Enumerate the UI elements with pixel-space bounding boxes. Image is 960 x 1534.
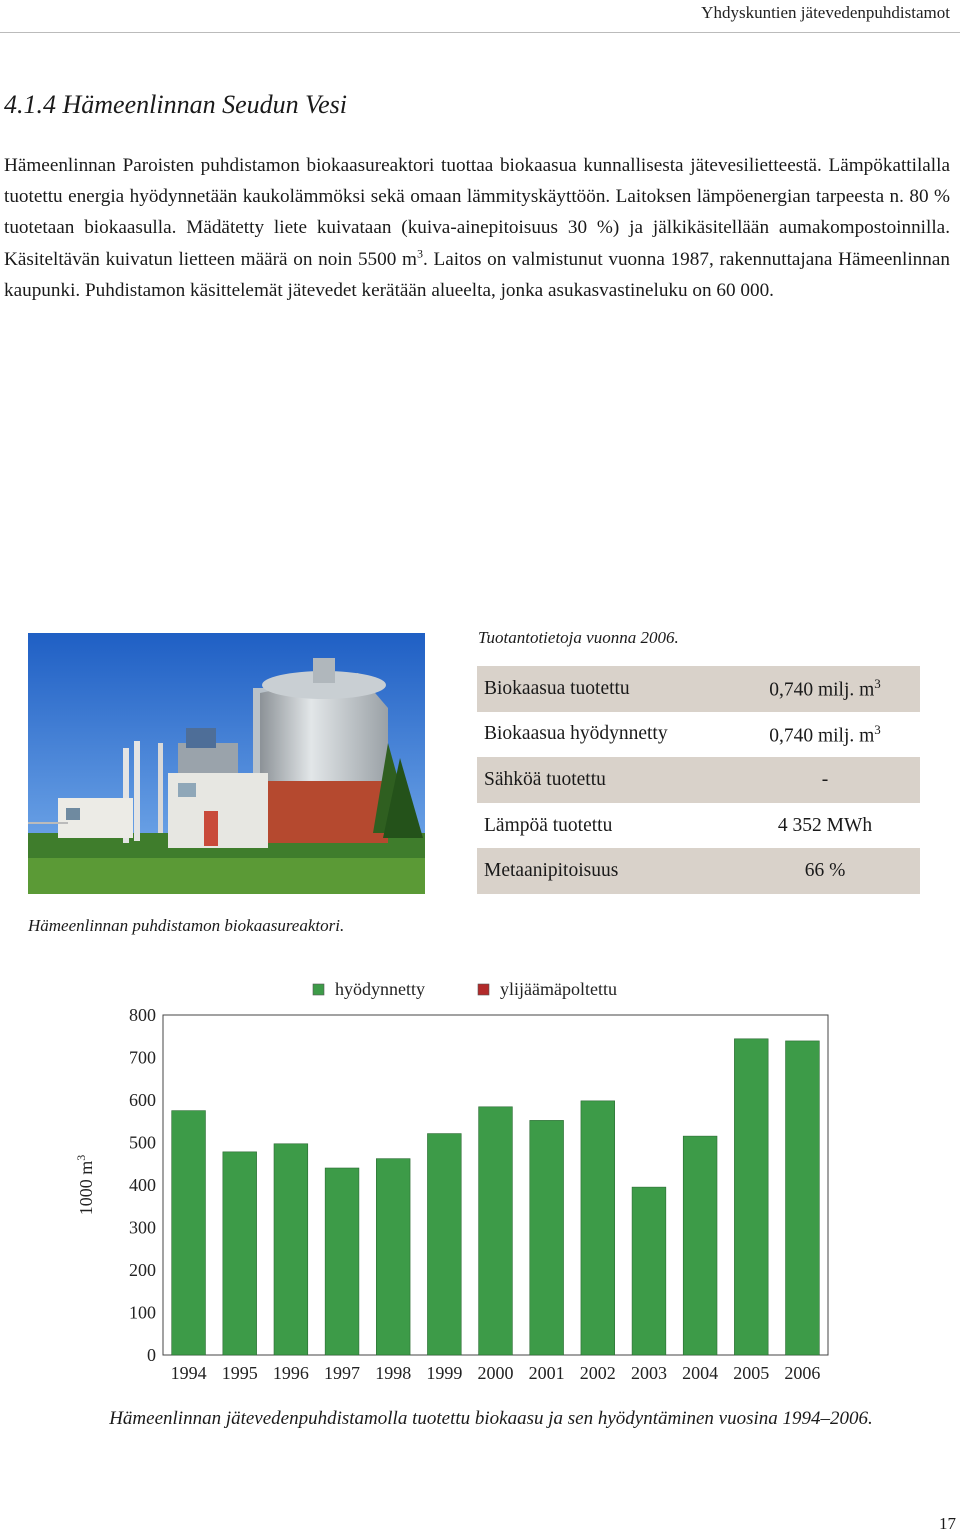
page-number: 17	[939, 1514, 956, 1533]
row-label: Biokaasua hyödynnetty	[484, 723, 668, 745]
row-label: Metaanipitoisuus	[477, 848, 750, 894]
x-tick-label: 1994	[170, 1363, 207, 1383]
bar-1994	[172, 1111, 206, 1355]
x-tick-label: 2003	[630, 1363, 667, 1383]
row-label: Biokaasua tuotettu	[477, 666, 750, 712]
y-tick-label: 200	[129, 1260, 156, 1280]
section-title: 4.1.4 Hämeenlinnan Seudun Vesi	[4, 90, 348, 119]
row-value: 0,740 milj. $m^3$	[750, 666, 920, 712]
y-tick-label: 400	[129, 1175, 156, 1195]
header-rule	[0, 32, 960, 33]
x-tick-label: 2006	[784, 1363, 821, 1383]
legend-swatch	[313, 984, 324, 995]
y-tick-label: 700	[129, 1047, 156, 1068]
bar-1997	[325, 1168, 359, 1355]
legend-label: hyödynnetty	[335, 979, 425, 999]
row-label: Lämpöä tuotettu	[484, 814, 613, 836]
x-tick-label: 1998	[375, 1363, 412, 1383]
y-axis-label: 1000 $m^3$	[74, 1154, 96, 1216]
x-tick-label: 1996	[272, 1363, 309, 1383]
x-tick-label: 1997	[324, 1363, 361, 1383]
bar-1996	[274, 1144, 308, 1355]
table-row	[477, 803, 920, 849]
x-tick-label: 2005	[733, 1363, 770, 1383]
y-tick-label: 500	[129, 1132, 156, 1153]
table-row	[477, 666, 920, 712]
row-value: -	[750, 757, 920, 803]
x-tick-label: 2001	[528, 1363, 565, 1383]
bar-1998	[376, 1159, 410, 1355]
bar-1995	[223, 1152, 257, 1355]
table-row	[477, 712, 920, 758]
body-text-part2: . Laitos on valmistunut vuonna 1987, rakennuttajana Hämeenlinnan kaupunki. Puhdistamon käsittelemät jätevedet kerätään alueelta, jonka asukasvastineluku on 60 000.	[4, 248, 950, 301]
legend-label: ylijäämäpoltettu	[500, 979, 617, 999]
y-tick-label: 600	[129, 1090, 156, 1110]
x-tick-label: 1999	[426, 1363, 463, 1383]
y-tick-label: 800	[129, 1005, 156, 1025]
row-value: 0,740 milj. $m^3$	[769, 721, 881, 747]
biogas-reactor-photo	[28, 633, 425, 894]
biogas-bar-chart	[60, 965, 940, 1385]
x-tick-label: 2002	[579, 1363, 616, 1383]
bar-2001	[530, 1120, 564, 1355]
legend-swatch	[478, 984, 489, 995]
bar-2000	[479, 1107, 513, 1355]
row-value: 66 %	[750, 848, 920, 894]
cubic-superscript: 3	[416, 246, 423, 261]
y-tick-label: 100	[129, 1302, 156, 1323]
bar-2005	[734, 1039, 768, 1355]
chart-caption: Hämeenlinnan jätevedenpuhdistamolla tuotettu biokaasu ja sen hyödyntäminen vuosina 1994–2006.	[109, 1408, 873, 1429]
x-tick-label: 2004	[682, 1363, 719, 1383]
photo-caption: Hämeenlinnan puhdistamon biokaasureaktori.	[28, 916, 345, 935]
bar-2003	[632, 1187, 666, 1355]
table-row	[477, 848, 920, 894]
table-row	[477, 757, 920, 803]
production-table	[477, 666, 920, 894]
bar-2006	[786, 1041, 820, 1355]
x-tick-label: 2000	[477, 1363, 514, 1383]
body-paragraph	[4, 150, 950, 306]
body-text-part1: Hämeenlinnan Paroisten puhdistamon biokaasureaktori tuottaa biokaasua kunnallisesta jätevesilietteestä. Lämpökattilalla tuotettu energia hyödynnetään kaukolämmöksi sekä omaan lämmityskäyttöön. Laitoksen lämpöenergian tarpeesta n. 80 % tuotetaan biokaasulla. Mädätetty liete kuivataan (kuiva-ainepitoisuus 30 %) ja jälkikäsitellään aumakompostoinnilla. Käsiteltävän kuivatun lietteen määrä on noin 5500 m	[4, 155, 950, 270]
bar-2002	[581, 1101, 615, 1355]
row-label: Sähköä tuotettu	[477, 757, 750, 803]
bar-1999	[427, 1134, 461, 1355]
bar-2004	[683, 1136, 717, 1355]
x-tick-label: 1995	[221, 1363, 258, 1383]
table-caption: Tuotantotietoja vuonna 2006.	[478, 628, 679, 647]
running-header: Yhdyskuntien jätevedenpuhdistamot	[701, 3, 950, 22]
y-tick-label: 300	[129, 1217, 156, 1238]
y-tick-label: 0	[147, 1345, 156, 1365]
row-value: 4 352 MWh	[777, 814, 873, 836]
